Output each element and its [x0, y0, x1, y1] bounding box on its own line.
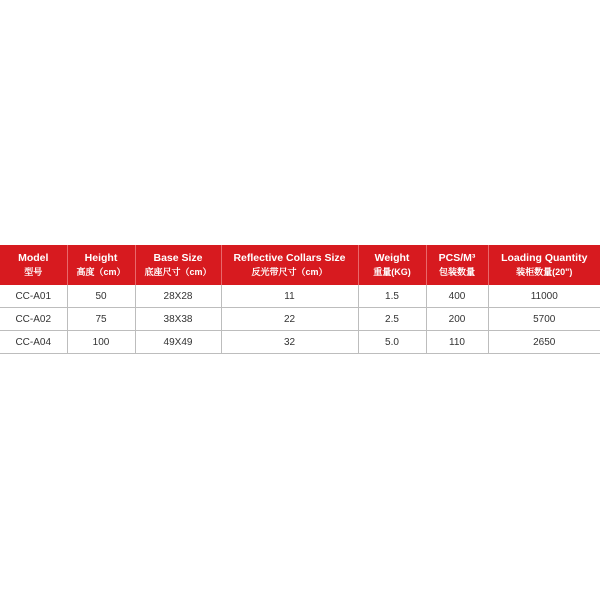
header-model-cn: 型号: [24, 266, 43, 277]
header-pcs-per-m3-cn: 包装数量: [438, 266, 475, 277]
header-base-size-cn: 底座尺寸（cm）: [144, 266, 212, 277]
header-pcs-per-m3-en: PCS/M³: [438, 251, 476, 264]
header-height-en: Height: [84, 251, 118, 264]
cell-pcs-per-m3: 110: [426, 331, 488, 354]
header-base-size: [135, 245, 221, 285]
header-model-en: Model: [18, 251, 49, 264]
cell-pcs-per-m3: 200: [426, 308, 488, 331]
header-height-cn: 高度（cm）: [76, 266, 126, 277]
cell-model: CC-A04: [0, 331, 67, 354]
cell-loading-quantity: 11000: [488, 285, 600, 308]
cell-reflective-collars-size: 11: [221, 285, 358, 308]
cell-model: CC-A01: [0, 285, 67, 308]
spec-table-body: [0, 285, 600, 354]
header-reflective-collars-size-en: Reflective Collars Size: [233, 251, 346, 264]
cell-height: 75: [67, 308, 135, 331]
table-row: [0, 308, 600, 331]
cell-reflective-collars-size: 32: [221, 331, 358, 354]
header-base-size-en: Base Size: [153, 251, 203, 264]
cell-height: 100: [67, 331, 135, 354]
table-row: [0, 285, 600, 308]
product-spec-table: [0, 245, 600, 354]
cell-base-size: 28X28: [135, 285, 221, 308]
cell-loading-quantity: 5700: [488, 308, 600, 331]
cell-base-size: 49X49: [135, 331, 221, 354]
cell-height: 50: [67, 285, 135, 308]
header-reflective-collars-size-cn: 反光带尺寸（cm）: [251, 266, 328, 277]
header-reflective-collars-size: [221, 245, 358, 285]
header-loading-quantity-cn: 装柜数量(20"): [516, 266, 573, 277]
cell-weight: 1.5: [358, 285, 426, 308]
cell-pcs-per-m3: 400: [426, 285, 488, 308]
header-pcs-per-m3: [426, 245, 488, 285]
header-loading-quantity: [488, 245, 600, 285]
cell-base-size: 38X38: [135, 308, 221, 331]
cell-model: CC-A02: [0, 308, 67, 331]
header-height: [67, 245, 135, 285]
cell-weight: 2.5: [358, 308, 426, 331]
header-row: [0, 245, 600, 285]
header-model: [0, 245, 67, 285]
table-row: [0, 331, 600, 354]
header-weight-en: Weight: [374, 251, 410, 264]
cell-loading-quantity: 2650: [488, 331, 600, 354]
header-loading-quantity-en: Loading Quantity: [501, 251, 588, 264]
cell-reflective-collars-size: 22: [221, 308, 358, 331]
header-weight: [358, 245, 426, 285]
cell-weight: 5.0: [358, 331, 426, 354]
spec-table-header: [0, 245, 600, 285]
header-weight-cn: 重量(KG): [373, 266, 411, 277]
